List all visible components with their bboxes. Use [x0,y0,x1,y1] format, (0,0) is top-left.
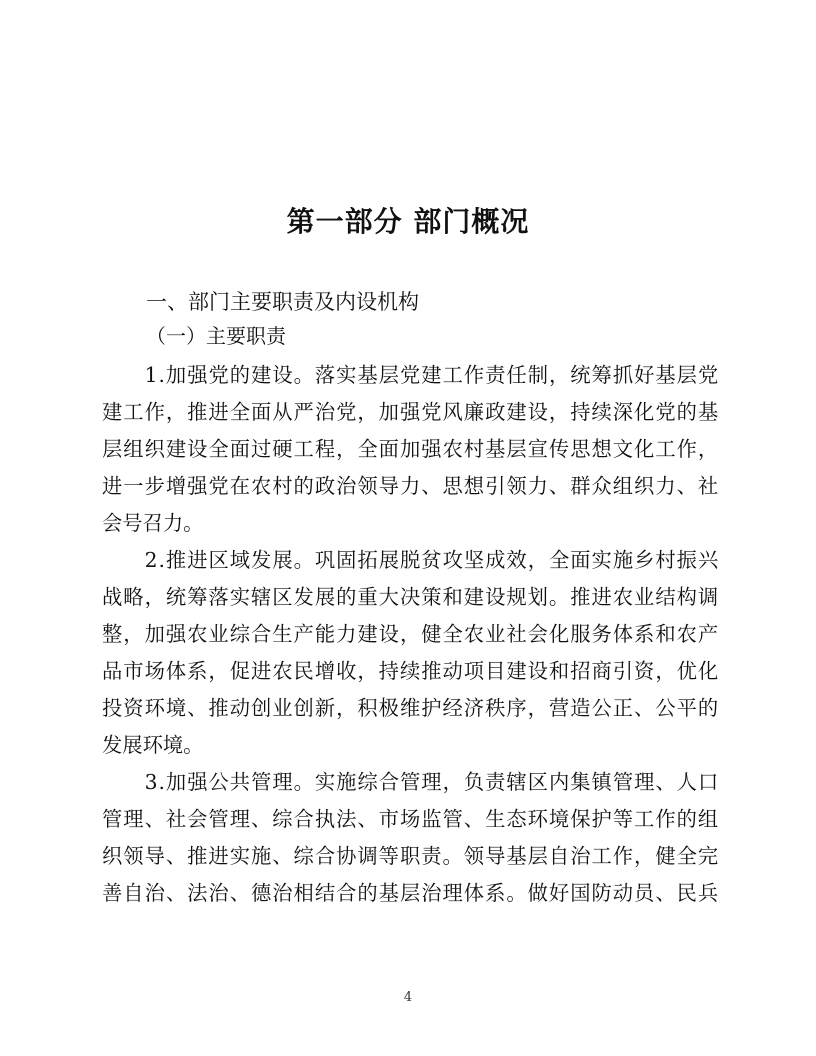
text-line: 善自治、法治、德治相结合的基层治理体系。做好国防动员、民兵 [102,881,720,905]
text-line: 会号召力。 [102,511,204,535]
part-title: 第一部分 部门概况 [286,205,530,238]
paragraph-party-building [102,357,718,542]
text-line: 发展环境。 [102,733,204,757]
text-line: 投资环境、推动创业创新，积极维护经济秩序，营造公正、公平的 [102,696,720,720]
text-line: 战略，统筹落实辖区发展的重大决策和建设规划。推进农业结构调 [102,585,720,609]
paragraph-public-management [102,764,718,912]
text-line: 进一步增强党在农村的政治领导力、思想引领力、群众组织力、社 [102,474,720,498]
paragraph-regional-development [102,542,718,764]
section-heading: 一、部门主要职责及内设机构 [146,290,419,314]
text-line: 织领导、推进实施、综合协调等职责。领导基层自治工作，健全完 [102,844,720,868]
text-line: 建工作，推进全面从严治党，加强党风廉政建设，持续深化党的基 [102,400,720,424]
text-line: 整，加强农业综合生产能力建设，健全农业社会化服务体系和农产 [102,622,720,646]
text-line: 品市场体系，促进农民增收，持续推动项目建设和招商引资，优化 [102,659,720,683]
subsection-heading: （一）主要职责 [146,324,286,348]
text-line: 管理、社会管理、综合执法、市场监管、生态环境保护等工作的组 [102,807,720,831]
text-line: 3.加强公共管理。实施综合管理，负责辖区内集镇管理、人口 [102,770,720,794]
page-number: 4 [403,990,413,1005]
text-line: 2.推进区域发展。巩固拓展脱贫攻坚成效，全面实施乡村振兴 [102,548,720,572]
text-line: 层组织建设全面过硬工程，全面加强农村基层宣传思想文化工作， [102,437,720,461]
text-line: 1.加强党的建设。落实基层党建工作责任制，统筹抓好基层党 [102,363,720,387]
